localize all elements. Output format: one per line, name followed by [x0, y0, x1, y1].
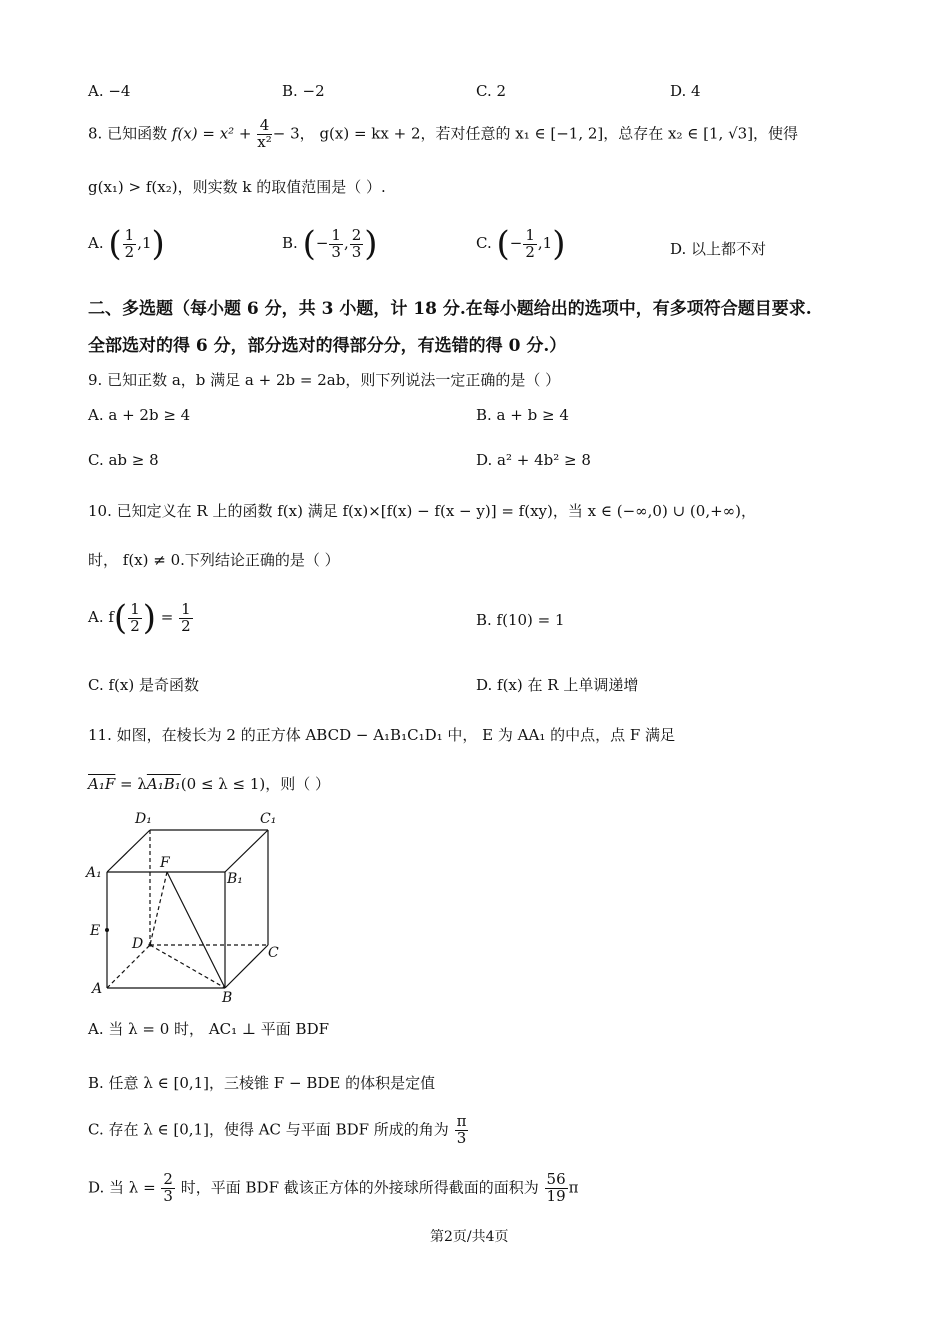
cube-diagram [80, 805, 300, 1010]
section2-heading-line2: 全部选对的得 6 分，部分选对的得部分分，有选错的得 0 分.） [88, 336, 567, 356]
section2-heading-line1: 二、多选题（每小题 6 分，共 3 小题，计 18 分.在每小题给出的选项中，有多项符合题目要求. [88, 299, 812, 319]
q8-option-b: B. (− $\frac{1}{3}$ , $\frac{2}{3}$ ) [282, 224, 378, 264]
q11-option-d: D. 当 λ = $\frac{2}{3}$ 时，平面 BDF 截该正方体的外接球所得截面的面积为 $\frac{56}{19}$ π [88, 1170, 579, 1205]
q7-option-a: A. −4 [88, 82, 131, 100]
q10-stem-line2: 时， f(x) ≠ 0.下列结论正确的是（ ） [88, 551, 340, 569]
q9-option-d: D. a² + 4b² ≥ 8 [476, 451, 591, 469]
q9-option-a: A. a + 2b ≥ 4 [88, 406, 191, 424]
q11-stem-line2: A₁F = λA₁B₁(0 ≤ λ ≤ 1)，则（ ） [88, 775, 331, 793]
label-b: B [222, 990, 233, 1006]
q9-option-b: B. a + b ≥ 4 [476, 406, 569, 424]
label-c: C [268, 945, 279, 961]
label-a1: A₁ [86, 865, 102, 881]
label-b1: B₁ [227, 871, 243, 887]
label-d: D [132, 936, 144, 952]
label-d1: D₁ [135, 811, 152, 827]
q8-option-d: D. 以上都不对 [670, 240, 767, 258]
q11-stem: 11. 如图，在棱长为 2 的正方体 ABCD − A₁B₁C₁D₁ 中， E 为 AA₁ 的中点，点 F 满足 [88, 726, 676, 744]
q10-option-d: D. f(x) 在 R 上单调递增 [476, 676, 639, 694]
q7-option-b: B. −2 [282, 82, 325, 100]
q11-option-b: B. 任意 λ ∈ [0,1]，三棱锥 F − BDE 的体积是定值 [88, 1074, 436, 1092]
point-d-dot [148, 943, 151, 946]
q8-stem: 8. 已知函数 f(x) = x² + $\frac{4}{\text{x²}}$ − 3， g(x) = kx + 2，若对任意的 x₁ ∈ [−1, 2]，总存在 x₂ ∈ [1, √3]，使得 [88, 116, 799, 151]
point-e-dot [105, 928, 109, 932]
q11-option-a: A. 当 λ = 0 时， AC₁ ⊥ 平面 BDF [88, 1020, 330, 1038]
label-e: E [90, 923, 101, 939]
q9-option-c: C. ab ≥ 8 [88, 451, 159, 469]
q10-option-b: B. f(10) = 1 [476, 611, 565, 629]
q10-stem: 10. 已知定义在 R 上的函数 f(x) 满足 f(x)×[f(x) − f(x − y)] = f(xy)，当 x ∈ (−∞,0) ∪ (0,+∞)， [88, 502, 756, 520]
q8-option-a: A. ( $\frac{1}{2}$ ,1) [88, 224, 165, 264]
q7-option-d: D. 4 [670, 82, 701, 100]
q10-option-a: A. f( $\frac{1}{2}$ ) = $\frac{1}{2}$ [88, 598, 191, 638]
label-c1: C₁ [260, 811, 277, 827]
q10-option-c: C. f(x) 是奇函数 [88, 676, 199, 694]
q7-option-c: C. 2 [476, 82, 507, 100]
q11-option-c: C. 存在 λ ∈ [0,1]，使得 AC 与平面 BDF 所成的角为 $\frac{\pi}{3}$ [88, 1112, 467, 1147]
label-a: A [92, 981, 103, 997]
q9-stem: 9. 已知正数 a，b 满足 a + 2b = 2ab，则下列说法一定正确的是（ ） [88, 371, 561, 389]
label-f: F [160, 855, 170, 871]
page-footer: 第2页/共4页 [430, 1229, 509, 1245]
q8-stem-line2: g(x₁) > f(x₂)，则实数 k 的取值范围是（ ）. [88, 178, 386, 196]
q8-option-c: C. (− $\frac{1}{2}$ ,1) [476, 224, 566, 264]
